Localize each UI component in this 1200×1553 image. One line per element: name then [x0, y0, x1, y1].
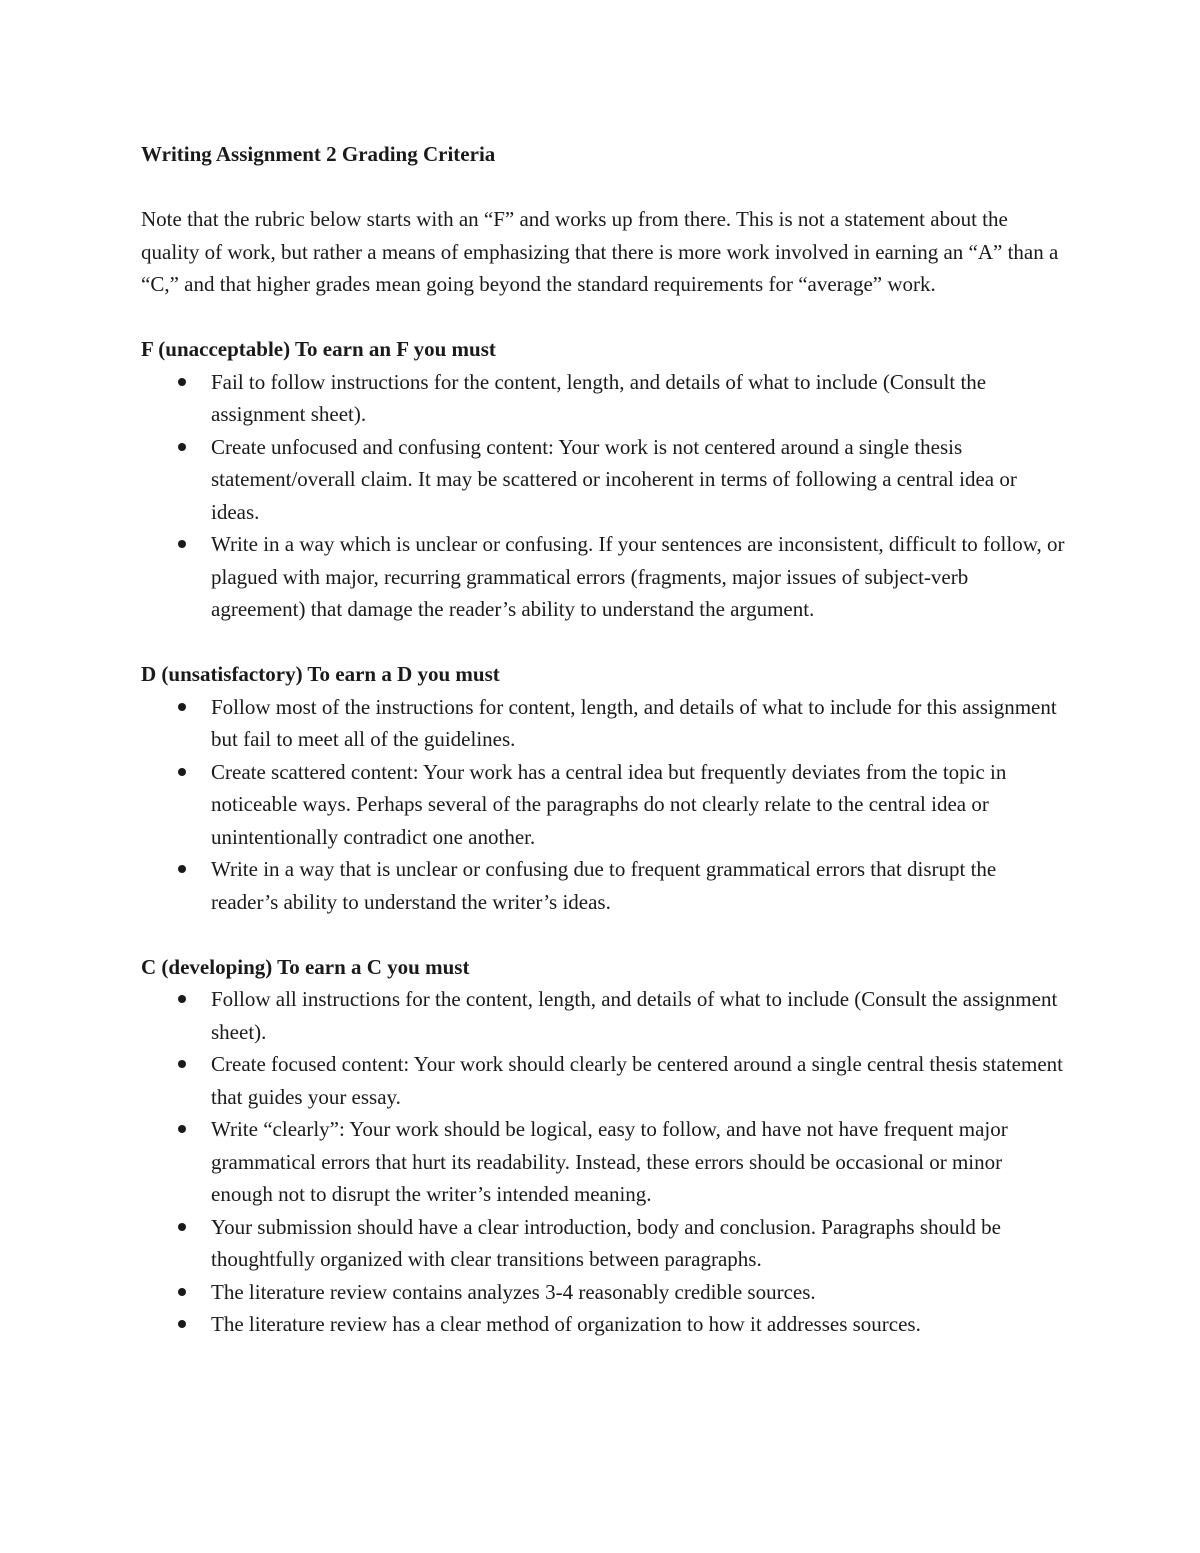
- list-item: [141, 691, 1066, 756]
- list-item: [141, 983, 1066, 1048]
- list-item: [141, 1113, 1066, 1211]
- criteria-list-d: [141, 691, 1066, 919]
- list-item-text: Create unfocused and confusing content: Your work is not centered around a single thesis statement/overall claim. It may be scattered or incoherent in terms of following a central idea or ideas.: [211, 434, 1017, 524]
- bullet-icon: [178, 865, 186, 873]
- bullet-icon: [178, 768, 186, 776]
- bullet-icon: [178, 1288, 186, 1296]
- list-item-text: Write in a way that is unclear or confusing due to frequent grammatical errors that disrupt the reader’s ability to understand the writer’s ideas.: [211, 857, 997, 914]
- list-item: [141, 1276, 1066, 1309]
- list-item-text: Create scattered content: Your work has a central idea but frequently deviates from the topic in noticeable ways. Perhaps several of the paragraphs do not clearly relate to the central idea or unintentionally contradict one another.: [211, 759, 1007, 849]
- intro-note: Note that the rubric below starts with an “F” and works up from there. This is not a statement about the quality of work, but rather a means of emphasizing that there is more work involved in earning an “A” than a “C,” and that higher grades mean going beyond the standard requirements for “average” work.: [141, 207, 1059, 296]
- bullet-icon: [178, 540, 186, 548]
- bullet-icon: [178, 1223, 186, 1231]
- criteria-list-f: [141, 366, 1066, 626]
- list-item: [141, 1211, 1066, 1276]
- bullet-icon: [178, 443, 186, 451]
- list-item-text: Your submission should have a clear introduction, body and conclusion. Paragraphs should be thoughtfully organized with clear transitions between paragraphs.: [211, 1214, 1001, 1271]
- list-item: [141, 853, 1066, 918]
- list-item: [141, 528, 1066, 626]
- list-item: [141, 431, 1066, 529]
- list-item: [141, 1308, 1066, 1341]
- list-item: [141, 1048, 1066, 1113]
- bullet-icon: [178, 1125, 186, 1133]
- list-item-text: Write in a way which is unclear or confusing. If your sentences are inconsistent, difficult to follow, or plagued with major, recurring grammatical errors (fragments, major issues of subject-verb agreement) that damage the reader’s ability to understand the argument.: [211, 532, 1065, 621]
- document-title: Writing Assignment 2 Grading Criteria: [141, 142, 496, 166]
- list-item-text: Follow all instructions for the content, length, and details of what to include (Consult the assignment sheet).: [211, 987, 1058, 1044]
- list-item-text: Follow most of the instructions for content, length, and details of what to include for this assignment but fail to meet all of the guidelines.: [211, 694, 1057, 751]
- list-item: [141, 756, 1066, 854]
- criteria-list-c: [141, 983, 1066, 1341]
- list-item-text: Write “clearly”: Your work should be logical, easy to follow, and have not have frequent major grammatical errors that hurt its readability. Instead, these errors should be occasional or minor enough not to disrupt the writer’s intended meaning.: [211, 1117, 1008, 1206]
- list-item-text: Create focused content: Your work should clearly be centered around a single central thesis statement that guides your essay.: [211, 1052, 1063, 1109]
- bullet-icon: [178, 1320, 186, 1328]
- document-page: [141, 138, 1066, 1341]
- bullet-icon: [178, 995, 186, 1003]
- list-item: [141, 366, 1066, 431]
- section-heading-c: C (developing) To earn a C you must: [141, 954, 470, 979]
- bullet-icon: [178, 378, 186, 386]
- section-heading-f: F (unacceptable) To earn an F you must: [141, 337, 496, 361]
- bullet-icon: [178, 703, 186, 711]
- list-item-text: The literature review has a clear method of organization to how it addresses sources.: [211, 1312, 921, 1336]
- list-item-text: Fail to follow instructions for the content, length, and details of what to include (Consult the assignment sheet).: [211, 369, 987, 426]
- list-item-text: The literature review contains analyzes 3-4 reasonably credible sources.: [211, 1279, 816, 1304]
- bullet-icon: [178, 1060, 186, 1068]
- section-heading-d: D (unsatisfactory) To earn a D you must: [141, 662, 500, 686]
